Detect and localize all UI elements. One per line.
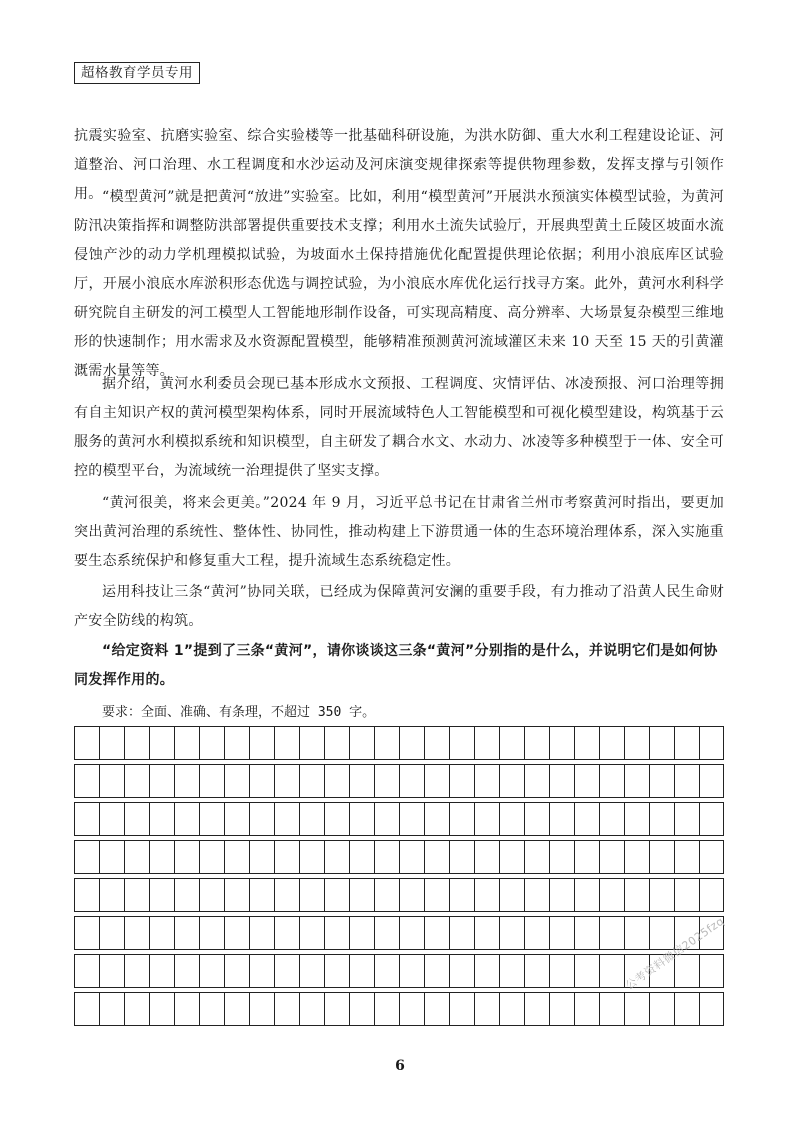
answer-grid-cell[interactable]	[574, 993, 599, 1025]
answer-grid-cell[interactable]	[374, 955, 399, 987]
answer-grid-cell[interactable]	[649, 841, 674, 873]
answer-grid-row	[74, 802, 724, 836]
answer-grid-cell[interactable]	[374, 841, 399, 873]
answer-grid-cell[interactable]	[474, 765, 499, 797]
answer-grid-cell[interactable]	[649, 765, 674, 797]
answer-grid-cell[interactable]	[149, 841, 174, 873]
answer-grid-cell[interactable]	[199, 727, 224, 759]
answer-grid-cell[interactable]	[274, 841, 299, 873]
answer-grid-cell[interactable]	[499, 955, 524, 987]
answer-grid-cell[interactable]	[124, 917, 149, 949]
answer-grid-cell[interactable]	[224, 727, 249, 759]
watermark: 公考资料微信2025fzq	[623, 914, 727, 993]
answer-grid-cell[interactable]	[224, 803, 249, 835]
answer-grid-cell[interactable]	[149, 917, 174, 949]
answer-grid-cell[interactable]	[649, 993, 674, 1025]
answer-grid-cell[interactable]	[474, 727, 499, 759]
answer-grid-cell[interactable]	[249, 879, 274, 911]
answer-grid-cell[interactable]	[499, 879, 524, 911]
answer-grid-cell[interactable]	[74, 765, 99, 797]
answer-grid-row-edge	[723, 955, 724, 987]
answer-grid-cell[interactable]	[224, 841, 249, 873]
answer-grid-cell[interactable]	[624, 841, 649, 873]
answer-grid-row-edge	[723, 879, 724, 911]
answer-grid-cell[interactable]	[449, 727, 474, 759]
answer-grid-cell[interactable]	[399, 993, 424, 1025]
answer-grid-cell[interactable]	[124, 727, 149, 759]
answer-grid-cell[interactable]	[549, 879, 574, 911]
answer-grid-row	[74, 878, 724, 912]
answer-grid-row	[74, 764, 724, 798]
answer-grid-cell[interactable]	[599, 841, 624, 873]
answer-grid-cell[interactable]	[449, 879, 474, 911]
answer-grid-cell[interactable]	[524, 803, 549, 835]
answer-grid-cell[interactable]	[324, 879, 349, 911]
answer-grid-cell[interactable]	[424, 727, 449, 759]
answer-grid-cell[interactable]	[574, 841, 599, 873]
header-label: 超格教育学员专用	[74, 62, 200, 84]
answer-grid-cell[interactable]	[399, 727, 424, 759]
answer-grid-cell[interactable]	[324, 803, 349, 835]
answer-grid-cell[interactable]	[299, 917, 324, 949]
answer-grid-cell[interactable]	[499, 917, 524, 949]
answer-grid-cell[interactable]	[599, 993, 624, 1025]
answer-grid-cell[interactable]	[674, 765, 699, 797]
answer-grid-cell[interactable]	[674, 841, 699, 873]
answer-grid-cell[interactable]	[74, 955, 99, 987]
answer-grid-cell[interactable]	[374, 917, 399, 949]
paragraph-4: “黄河很美，将来会更美。”2024 年 9 月，习近平总书记在甘肃省兰州市考察黄河时指出，要更加突出黄河治理的系统性、整体性、协同性，推动构建上下游贯通一体的生态环境治理体系，深入实施重要生态系统保护和修复重大工程，提升流域生态系统稳定性。	[74, 495, 724, 569]
answer-grid-cell[interactable]	[374, 993, 399, 1025]
answer-grid-cell[interactable]	[349, 803, 374, 835]
answer-grid-cell[interactable]	[424, 917, 449, 949]
answer-grid-cell[interactable]	[199, 879, 224, 911]
answer-grid-cell[interactable]	[499, 727, 524, 759]
answer-grid-cell[interactable]	[424, 841, 449, 873]
answer-grid-cell[interactable]	[524, 879, 549, 911]
answer-grid-cell[interactable]	[424, 955, 449, 987]
answer-grid-cell[interactable]	[124, 803, 149, 835]
answer-grid-cell[interactable]	[274, 727, 299, 759]
answer-grid-cell[interactable]	[249, 765, 274, 797]
answer-grid-row	[74, 726, 724, 760]
answer-grid-cell[interactable]	[274, 879, 299, 911]
answer-grid-cell[interactable]	[699, 841, 724, 873]
answer-grid-cell[interactable]	[624, 917, 649, 949]
answer-grid-cell[interactable]	[174, 879, 199, 911]
answer-grid-cell[interactable]	[624, 879, 649, 911]
answer-grid-cell[interactable]	[374, 727, 399, 759]
answer-grid-cell[interactable]	[499, 993, 524, 1025]
paragraph-5: 运用科技让三条“黄河”协同关联，已经成为保障黄河安澜的重要手段，有力推动了沿黄人民生命财产安全防线的构筑。	[74, 584, 724, 629]
answer-grid-cell[interactable]	[324, 765, 349, 797]
answer-grid-cell[interactable]	[524, 765, 549, 797]
question-text: “给定资料 1”提到了三条“黄河”，请你谈谈这三条“黄河”分别指的是什么，并说明它们是如何协同发挥作用的。	[74, 643, 718, 688]
answer-grid-cell[interactable]	[324, 993, 349, 1025]
answer-grid-cell[interactable]	[99, 955, 124, 987]
answer-grid-cell[interactable]	[699, 765, 724, 797]
answer-grid-cell[interactable]	[299, 993, 324, 1025]
answer-grid-cell[interactable]	[699, 955, 724, 987]
answer-grid-cell[interactable]	[299, 803, 324, 835]
answer-grid-cell[interactable]	[424, 803, 449, 835]
answer-grid-cell[interactable]	[74, 993, 99, 1025]
answer-grid-cell[interactable]	[324, 955, 349, 987]
answer-grid-cell[interactable]	[74, 879, 99, 911]
answer-grid-cell[interactable]	[249, 955, 274, 987]
answer-grid-cell[interactable]	[74, 727, 99, 759]
answer-grid-cell[interactable]	[124, 955, 149, 987]
answer-grid-cell[interactable]	[699, 993, 724, 1025]
answer-grid-cell[interactable]	[349, 841, 374, 873]
answer-grid-cell[interactable]	[674, 727, 699, 759]
answer-grid-cell[interactable]	[574, 803, 599, 835]
answer-grid-cell[interactable]	[299, 841, 324, 873]
answer-grid-cell[interactable]	[274, 955, 299, 987]
answer-grid-cell[interactable]	[224, 879, 249, 911]
answer-grid-cell[interactable]	[674, 803, 699, 835]
answer-grid-row-edge	[723, 803, 724, 835]
answer-grid-cell[interactable]	[549, 993, 574, 1025]
answer-grid-cell[interactable]	[124, 879, 149, 911]
requirement-text: 要求：全面、准确、有条理，不超过 350 字。	[102, 705, 376, 720]
answer-grid-cell[interactable]	[199, 841, 224, 873]
answer-grid-cell[interactable]	[149, 727, 174, 759]
answer-grid-cell[interactable]	[549, 917, 574, 949]
answer-grid-cell[interactable]	[199, 765, 224, 797]
answer-grid-cell[interactable]	[574, 917, 599, 949]
answer-grid-cell[interactable]	[474, 841, 499, 873]
answer-grid-cell[interactable]	[124, 993, 149, 1025]
answer-grid-cell[interactable]	[524, 917, 549, 949]
answer-grid-cell[interactable]	[74, 917, 99, 949]
answer-grid-cell[interactable]	[624, 803, 649, 835]
answer-grid-cell[interactable]	[349, 727, 374, 759]
answer-grid-cell[interactable]	[549, 765, 574, 797]
answer-grid-cell[interactable]	[174, 993, 199, 1025]
answer-grid-cell[interactable]	[249, 841, 274, 873]
answer-grid-cell[interactable]	[649, 917, 674, 949]
answer-grid-cell[interactable]	[574, 765, 599, 797]
answer-grid-cell[interactable]	[174, 727, 199, 759]
answer-grid-cell[interactable]	[299, 727, 324, 759]
answer-grid-cell[interactable]	[449, 765, 474, 797]
paragraph-1: 抗震实验室、抗磨实验室、综合实验楼等一批基础科研设施，为洪水防御、重大水利工程建设论证、河道整治、河口治理、水工程调度和水沙运动及河床演变规律探索等提供物理参数，发挥支撑与引领作用。	[74, 128, 724, 202]
answer-grid-row-edge	[723, 765, 724, 797]
answer-grid-cell[interactable]	[99, 765, 124, 797]
answer-grid-cell[interactable]	[649, 727, 674, 759]
answer-grid-cell[interactable]	[249, 917, 274, 949]
answer-grid-cell[interactable]	[274, 917, 299, 949]
answer-grid-cell[interactable]	[324, 841, 349, 873]
answer-grid-cell[interactable]	[699, 727, 724, 759]
answer-grid-cell[interactable]	[349, 955, 374, 987]
answer-grid-cell[interactable]	[174, 917, 199, 949]
answer-grid-cell[interactable]	[424, 765, 449, 797]
answer-grid-cell[interactable]	[449, 841, 474, 873]
answer-grid-cell[interactable]	[99, 879, 124, 911]
answer-grid-cell[interactable]	[424, 879, 449, 911]
answer-grid-cell[interactable]	[124, 841, 149, 873]
answer-grid-cell[interactable]	[249, 727, 274, 759]
answer-grid-cell[interactable]	[224, 955, 249, 987]
answer-grid-cell[interactable]	[524, 955, 549, 987]
answer-grid-cell[interactable]	[699, 803, 724, 835]
answer-grid-cell[interactable]	[349, 765, 374, 797]
answer-grid-cell[interactable]	[149, 993, 174, 1025]
answer-grid-cell[interactable]	[474, 803, 499, 835]
answer-grid-cell[interactable]	[624, 727, 649, 759]
answer-grid-cell[interactable]	[224, 993, 249, 1025]
answer-grid-cell[interactable]	[499, 803, 524, 835]
answer-grid-cell[interactable]	[99, 727, 124, 759]
answer-grid-cell[interactable]	[449, 803, 474, 835]
answer-grid-row-edge	[723, 841, 724, 873]
answer-grid-cell[interactable]	[399, 917, 424, 949]
answer-grid-cell[interactable]	[324, 917, 349, 949]
answer-grid-cell[interactable]	[199, 955, 224, 987]
answer-grid-cell[interactable]	[374, 803, 399, 835]
answer-grid-cell[interactable]	[649, 803, 674, 835]
answer-grid-cell[interactable]	[224, 765, 249, 797]
answer-grid-cell[interactable]	[699, 879, 724, 911]
answer-grid-cell[interactable]	[149, 879, 174, 911]
answer-grid-cell[interactable]	[599, 765, 624, 797]
answer-grid-cell[interactable]	[74, 803, 99, 835]
answer-grid-cell[interactable]	[199, 993, 224, 1025]
answer-grid-cell[interactable]	[399, 879, 424, 911]
answer-grid-cell[interactable]	[574, 879, 599, 911]
answer-grid-cell[interactable]	[249, 803, 274, 835]
answer-grid-cell[interactable]	[99, 841, 124, 873]
paragraph-2: “模型黄河”就是把黄河“放进”实验室。比如，利用“模型黄河”开展洪水预演实体模型试验，为黄河防汛决策指挥和调整防洪部署提供重要技术支撑；利用水土流失试验厅，开展典型黄土丘陵区坡面水流侵蚀产沙的动力学机理模拟试验，为坡面水土保持措施优化配置提供理论依据；利用小浪底库区试验厅，开展小浪底水库淤积形态优选与调控试验，为小浪底水库优化运行找寻方案。此外，黄河水利科学研究院自主研发的河工模型人工智能地形制作设备，可实现高精度、高分辨率、大场景复杂模型三维地形的快速制作；用水需求及水资源配置模型，能够精准预测黄河流域灌区未来 10 天至 15 天的引黄灌溉需水量等等。	[74, 189, 724, 379]
answer-grid-cell[interactable]	[174, 765, 199, 797]
answer-grid-cell[interactable]	[399, 803, 424, 835]
answer-grid-row	[74, 840, 724, 874]
answer-grid-cell[interactable]	[449, 955, 474, 987]
answer-grid-cell[interactable]	[274, 803, 299, 835]
page-number: 6	[395, 1058, 405, 1074]
answer-grid-cell[interactable]	[149, 803, 174, 835]
answer-grid-cell[interactable]	[324, 727, 349, 759]
answer-grid-cell[interactable]	[299, 879, 324, 911]
answer-grid-cell[interactable]	[574, 955, 599, 987]
answer-grid-cell[interactable]	[599, 879, 624, 911]
answer-grid-cell[interactable]	[149, 765, 174, 797]
answer-grid-cell[interactable]	[99, 917, 124, 949]
answer-grid-cell[interactable]	[199, 803, 224, 835]
answer-grid-cell[interactable]	[549, 803, 574, 835]
answer-grid-cell[interactable]	[599, 917, 624, 949]
answer-grid-cell[interactable]	[349, 879, 374, 911]
answer-grid-cell[interactable]	[524, 993, 549, 1025]
answer-grid-cell[interactable]	[99, 803, 124, 835]
answer-grid-cell[interactable]	[574, 727, 599, 759]
answer-grid-cell[interactable]	[624, 765, 649, 797]
answer-grid-cell[interactable]	[549, 727, 574, 759]
answer-grid-cell[interactable]	[249, 993, 274, 1025]
answer-grid-cell[interactable]	[349, 993, 374, 1025]
answer-grid-cell[interactable]	[299, 765, 324, 797]
answer-grid-cell[interactable]	[599, 803, 624, 835]
paragraph-3: 据介绍，黄河水利委员会现已基本形成水文预报、工程调度、灾情评估、冰凌预报、河口治理等拥有自主知识产权的黄河模型架构体系，同时开展流域特色人工智能模型和可视化模型建设，构筑基于云服务的黄河水利模拟系统和知识模型，自主研发了耦合水文、水动力、冰凌等多种模型于一体、安全可控的模型平台，为流域统一治理提供了坚实支撑。	[74, 376, 724, 479]
answer-grid-cell[interactable]	[549, 955, 574, 987]
answer-grid-cell[interactable]	[174, 955, 199, 987]
answer-grid-cell[interactable]	[374, 765, 399, 797]
answer-grid-cell[interactable]	[99, 993, 124, 1025]
answer-grid-cell[interactable]	[349, 917, 374, 949]
answer-grid-cell[interactable]	[674, 993, 699, 1025]
answer-grid-cell[interactable]	[274, 765, 299, 797]
answer-grid-cell[interactable]	[399, 955, 424, 987]
answer-grid-cell[interactable]	[599, 727, 624, 759]
answer-grid-cell[interactable]	[524, 841, 549, 873]
answer-grid-cell[interactable]	[174, 803, 199, 835]
answer-grid-cell[interactable]	[199, 917, 224, 949]
answer-grid-cell[interactable]	[124, 765, 149, 797]
answer-grid-cell[interactable]	[499, 765, 524, 797]
answer-grid-cell[interactable]	[474, 955, 499, 987]
answer-grid-cell[interactable]	[649, 879, 674, 911]
answer-grid-cell[interactable]	[374, 879, 399, 911]
answer-grid-cell[interactable]	[299, 955, 324, 987]
answer-grid-cell[interactable]	[399, 841, 424, 873]
answer-grid-cell[interactable]	[449, 917, 474, 949]
answer-grid-cell[interactable]	[474, 917, 499, 949]
answer-grid-cell[interactable]	[449, 993, 474, 1025]
answer-grid-cell[interactable]	[599, 955, 624, 987]
answer-grid-row	[74, 992, 724, 1026]
answer-grid-cell[interactable]	[474, 993, 499, 1025]
answer-grid-cell[interactable]	[399, 765, 424, 797]
answer-grid-cell[interactable]	[674, 879, 699, 911]
answer-grid-cell[interactable]	[149, 955, 174, 987]
answer-grid-cell[interactable]	[274, 993, 299, 1025]
answer-grid-cell[interactable]	[549, 841, 574, 873]
answer-grid-cell[interactable]	[424, 993, 449, 1025]
answer-grid-cell[interactable]	[499, 841, 524, 873]
answer-grid-cell[interactable]	[224, 917, 249, 949]
answer-grid-cell[interactable]	[74, 841, 99, 873]
answer-grid-row-edge	[723, 993, 724, 1025]
answer-grid-cell[interactable]	[624, 993, 649, 1025]
answer-grid-row	[74, 916, 724, 950]
answer-grid-cell[interactable]	[524, 727, 549, 759]
answer-grid-row-edge	[723, 727, 724, 759]
answer-grid-cell[interactable]	[474, 879, 499, 911]
answer-grid-cell[interactable]	[174, 841, 199, 873]
